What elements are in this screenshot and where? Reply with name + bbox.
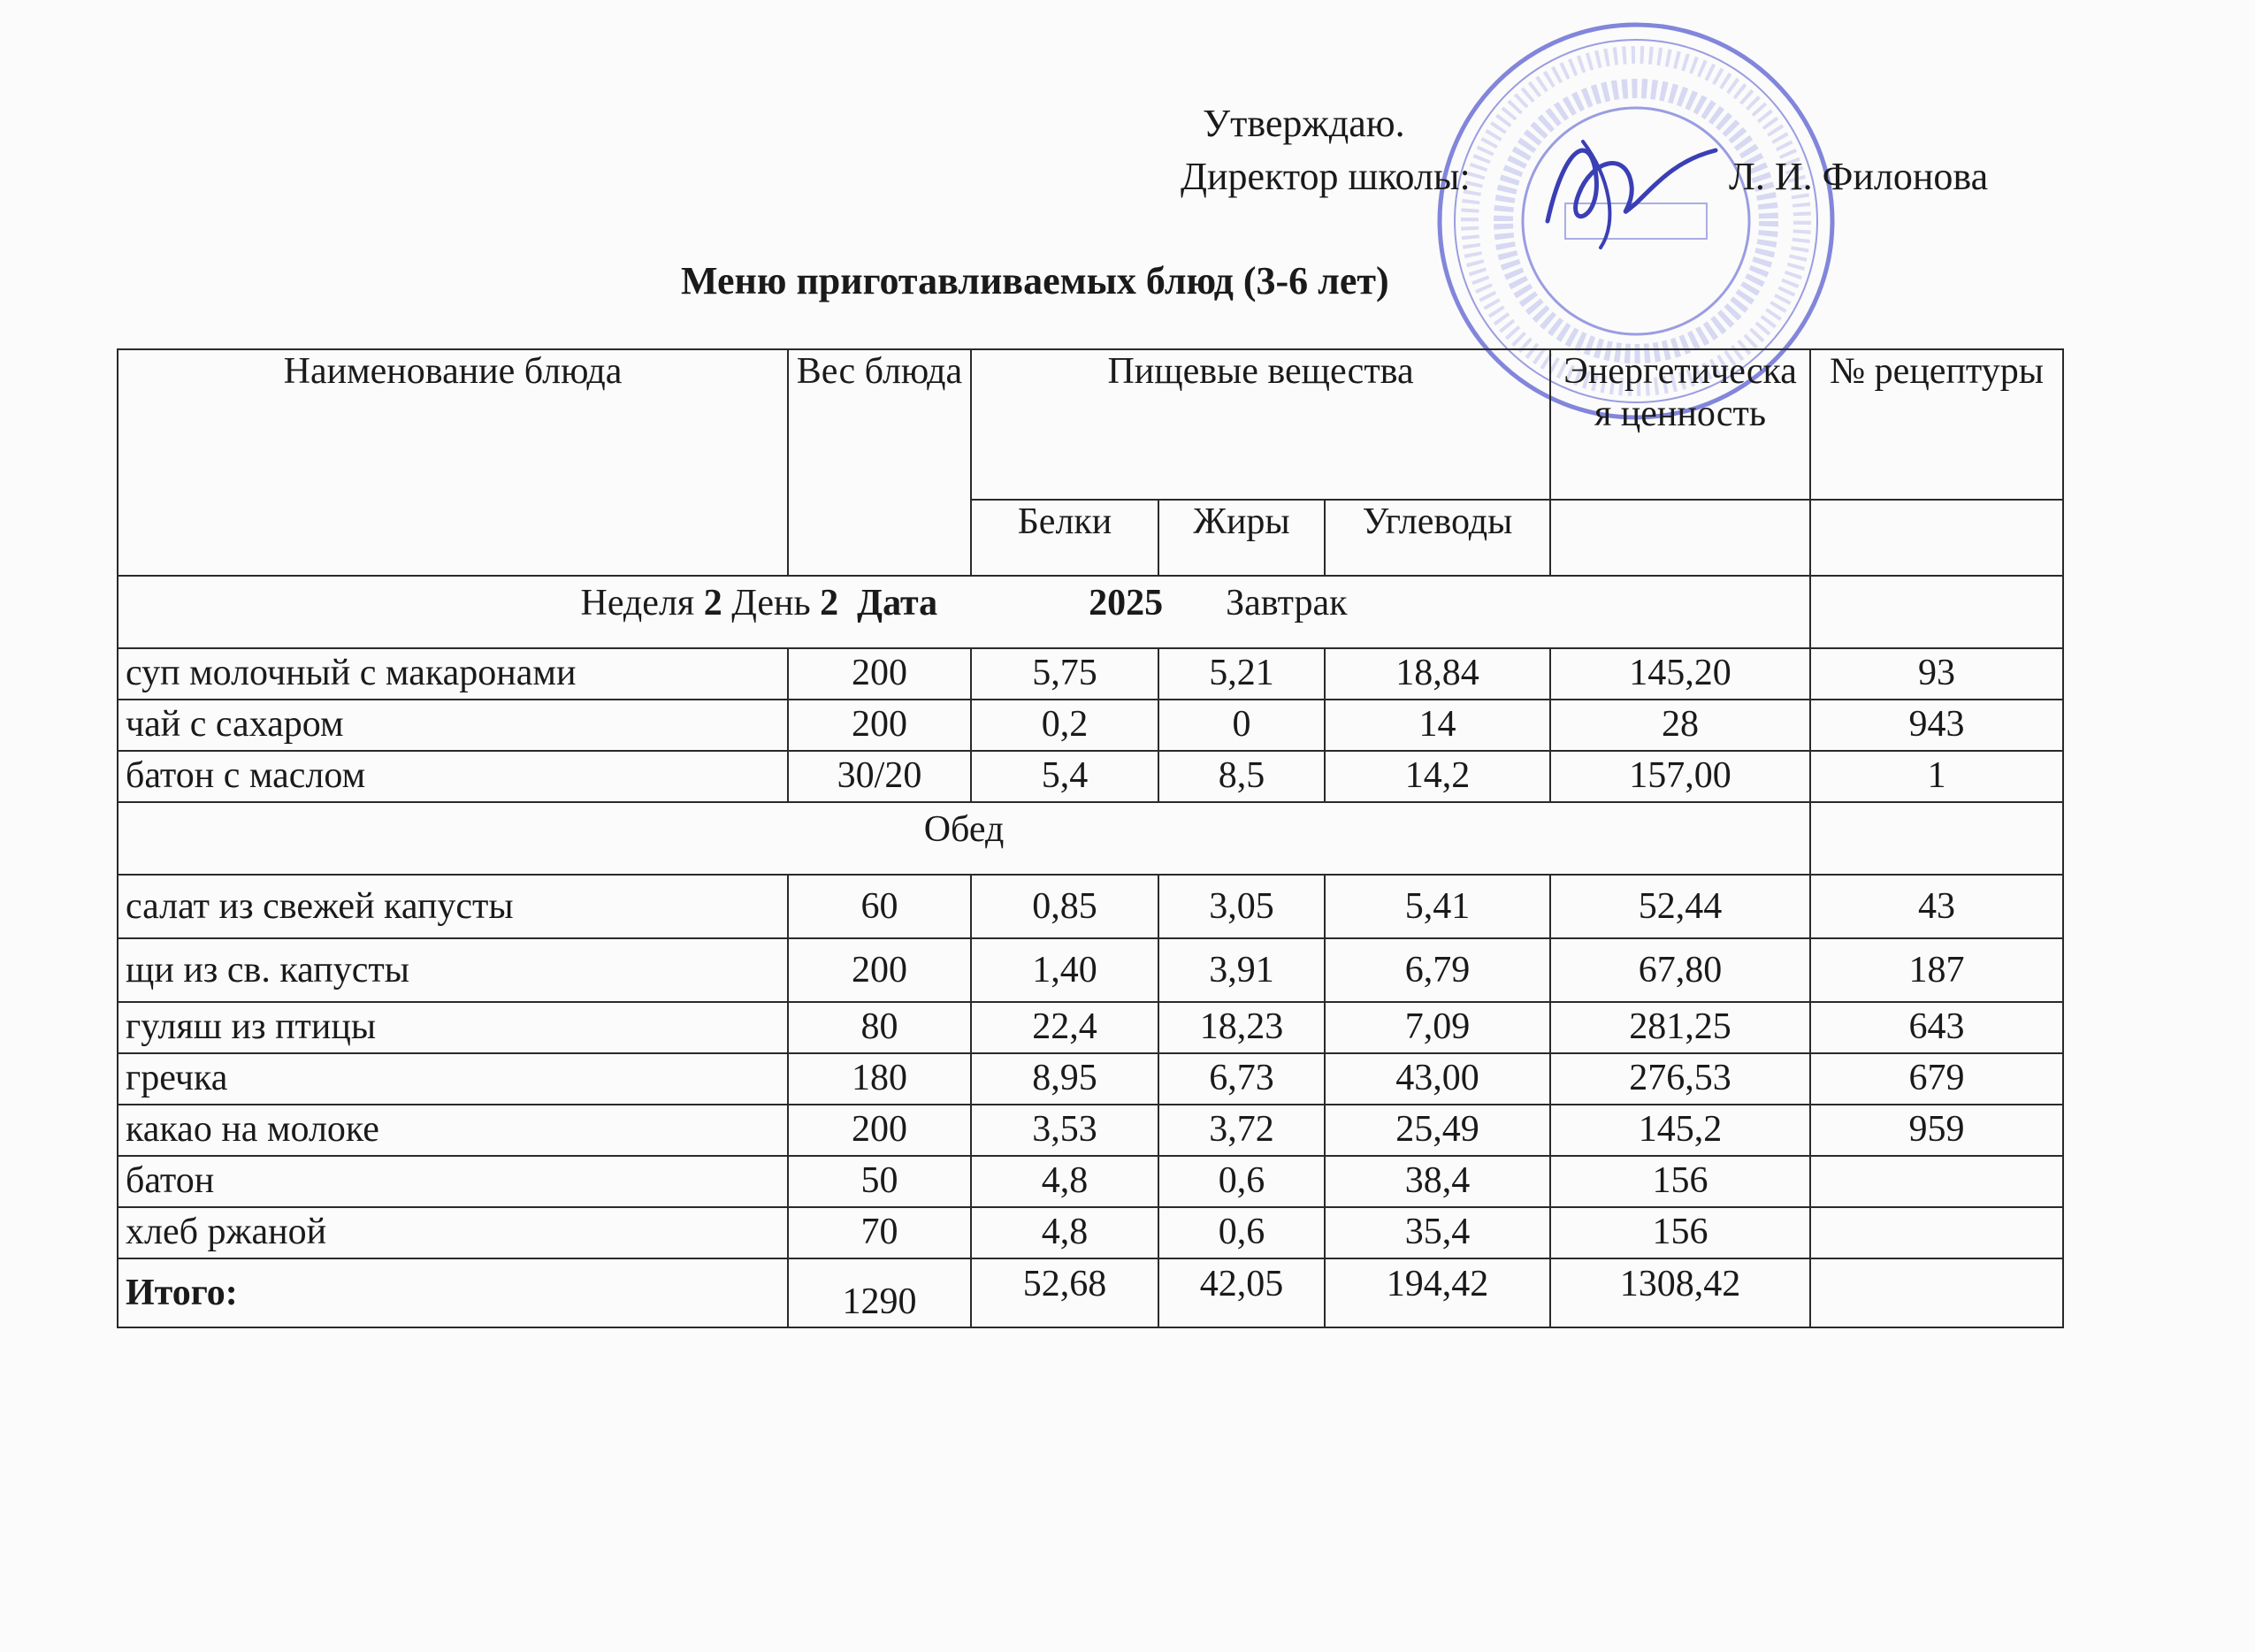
total-energy: 1308,42 <box>1550 1258 1810 1327</box>
table-row: чай с сахаром 200 0,2 0 14 28 943 <box>118 700 2063 751</box>
breakfast-section-label: Неделя 2 День 2 Дата 2025 Завтрак <box>118 576 1810 648</box>
menu-table <box>117 348 2064 1328</box>
approve-label: Утверждаю. <box>1203 102 1405 145</box>
director-signature <box>1530 124 1733 256</box>
director-label: Директор школы: <box>1181 155 1471 198</box>
total-label: Итого: <box>118 1258 788 1327</box>
table-row: салат из свежей капусты 60 0,85 3,05 5,41 52,44 43 <box>118 875 2063 938</box>
breakfast-section-row <box>118 576 2063 648</box>
section-empty-cell <box>1810 576 2063 648</box>
header-row <box>118 349 2063 500</box>
header-protein: Белки <box>971 500 1158 576</box>
table-row: суп молочный с макаронами 200 5,75 5,21 18,84 145,20 93 <box>118 648 2063 700</box>
table-row: батон 50 4,8 0,6 38,4 156 <box>118 1156 2063 1207</box>
lunch-section-label: Обед <box>118 802 1810 875</box>
total-fat: 42,05 <box>1158 1258 1325 1327</box>
table-row: хлеб ржаной 70 4,8 0,6 35,4 156 <box>118 1207 2063 1258</box>
table-row: щи из св. капусты 200 1,40 3,91 6,79 67,80 187 <box>118 938 2063 1002</box>
header-empty-cell <box>1550 500 1810 576</box>
header-carbs: Углеводы <box>1325 500 1550 576</box>
header-weight: Вес блюда <box>788 349 971 576</box>
total-carbs: 194,42 <box>1325 1258 1550 1327</box>
table-row: батон с маслом 30/20 5,4 8,5 14,2 157,00 1 <box>118 751 2063 802</box>
director-name: Л. И. Филонова <box>1729 155 1989 198</box>
section-empty-cell <box>1810 802 2063 875</box>
total-row <box>118 1258 2063 1327</box>
total-recipe <box>1810 1258 2063 1327</box>
page-title: Меню приготавливаемых блюд (3-6 лет) <box>681 259 1389 302</box>
table-row: гречка 180 8,95 6,73 43,00 276,53 679 <box>118 1053 2063 1105</box>
table-row: гуляш из птицы 80 22,4 18,23 7,09 281,25 643 <box>118 1002 2063 1053</box>
header-name: Наименование блюда <box>118 349 788 576</box>
header-recipe: № рецептуры <box>1810 349 2063 500</box>
header-fat: Жиры <box>1158 500 1325 576</box>
header-empty-cell <box>1810 500 2063 576</box>
lunch-section-row <box>118 802 2063 875</box>
total-protein: 52,68 <box>971 1258 1158 1327</box>
header-nutrients: Пищевые вещества <box>971 349 1550 500</box>
total-weight: 1290 <box>788 1258 971 1327</box>
table-row: какао на молоке 200 3,53 3,72 25,49 145,2 959 <box>118 1105 2063 1156</box>
header-energy: Энергетическая ценность <box>1550 349 1810 500</box>
